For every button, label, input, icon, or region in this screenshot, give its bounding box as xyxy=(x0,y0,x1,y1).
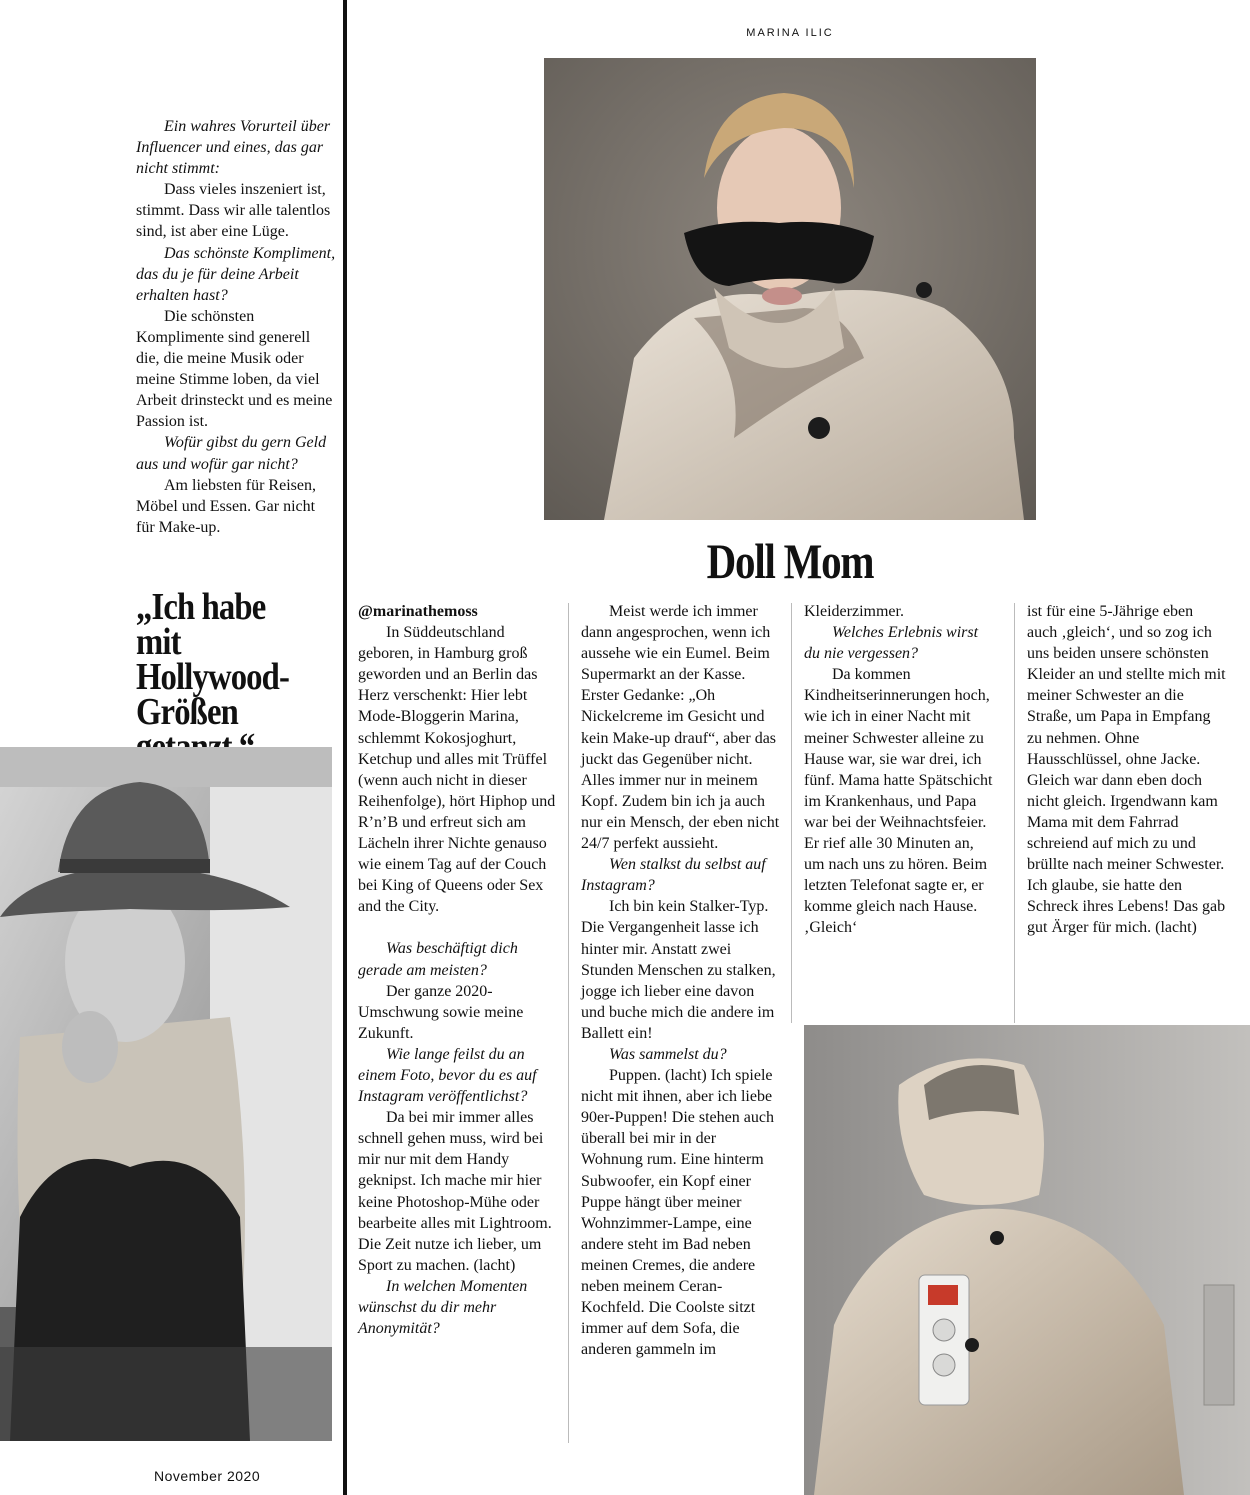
col2-a3: Meist werde ich immer dann angesprochen, wenn ich aussehe wie ein Eumel. Beim Supermarkt an der Kasse. Erster Gedanke: „Oh Nickelcreme im Gesicht und kein Make-up drauf“, aber das juckt das Gegenüber nicht. Alles immer nur in meinem Kopf. Zudem bin ich ja auch nur ein Mensch, der eben nicht 24/7 perfekt aussieht. xyxy=(581,603,780,853)
column-4 xyxy=(1027,601,1227,939)
left-q3: Wofür gibst du gern Geld aus und wofür gar nicht? xyxy=(136,434,327,473)
col1-a2: Da bei mir immer alles schnell gehen muss, wird bei mir nur mit dem Handy geknipst. Ich mache mir hier keine Photoshop-Mühe oder bearbeite alles mit Lightroom. Die Zeit nutze ich lieber, um Sport zu machen. (lacht) xyxy=(358,1109,552,1274)
left-a2: Die schönsten Komplimente sind generell die, die meine Musik oder meine Stimme loben, da viel Arbeit drinsteckt und es meine Passion ist. xyxy=(136,307,333,431)
col3-continuation: Kleiderzimmer. xyxy=(804,603,904,620)
pull-quote: „Ich habe mit Hollywood-Größen xyxy=(136,586,289,733)
col1-a1: Der ganze 2020-Umschwung sowie meine Zukunft. xyxy=(358,982,524,1042)
photo-hat-portrait-image xyxy=(0,747,332,1441)
photo-hat-portrait xyxy=(0,747,332,1441)
headline-text: Doll Mom xyxy=(706,533,874,589)
col2-q5: Was sammelst du? xyxy=(609,1045,727,1063)
column-divider-2 xyxy=(791,603,792,1023)
photo-sunglasses-coat-image xyxy=(544,58,1036,520)
photo-turtleneck-power-strip xyxy=(804,1025,1250,1495)
col1-q3: In welchen Momenten wünschst du dir mehr Anonymität? xyxy=(358,1277,528,1338)
left-q2: Das schönste Kompliment, das du je für deine Arbeit erhalten hast? xyxy=(136,244,336,304)
column-3 xyxy=(804,601,994,939)
page-header-author: MARINA ILIC xyxy=(746,27,834,39)
column-divider-3 xyxy=(1014,603,1015,1023)
col2-a5: Puppen. (lacht) Ich spiele nicht mit ihnen, aber ich liebe 90er-Puppen! Die stehen auch überall bei mir in der Wohnung rum. Eine hinterm Subwoofer, ein Kopf einer Puppe hängt über meiner Wohnzimmer-Lampe, eine andere steht im Bad neben meinen Cremes, die andere neben meinem Ceran-Kochfeld. Die Coolste sitzt immer auf dem Sofa, die anderen gammeln im xyxy=(581,1067,774,1359)
photo-turtleneck-power-strip-image xyxy=(804,1025,1250,1495)
page-footer-date: November 2020 xyxy=(154,1468,261,1484)
vertical-rule xyxy=(343,0,347,1495)
col1-q1: Was beschäftigt dich gerade am meisten? xyxy=(358,940,518,979)
col3-a6: Da kommen Kindheitserinnerungen hoch, wie ich in einer Nacht mit meiner Schwester alleine zu Hause war, sie war drei, ich fünf. Mama hatte Spätschicht im Krankenhaus, und Papa war bei der Weihnachtsfeier. Er rief alle 30 Minuten an, um nach uns zu hören. Beim letzten Telefonat sagte er, er komme gleich nach Hause. ‚Gleich‘ xyxy=(804,666,993,937)
col2-q4: Wen stalkst du selbst auf Instagram? xyxy=(581,856,766,895)
col3-q6: Welches Erlebnis wirst du nie vergessen? xyxy=(804,624,979,663)
col1-intro: In Süddeutschland geboren, in Hamburg groß geworden und an Berlin das Herz verschenkt: Hier lebt Mode-Bloggerin Marina, schlemmt Kokosjoghurt, Ketchup und alles mit Trüffel (wenn auch nicht in dieser Reihenfolge), hört Hiphop und R’n’B und erfreut sich am Lächeln ihrer Nichte genauso wie einem Tag auf der Couch bei King of Queens oder Sex and the City. xyxy=(358,624,556,916)
column-divider-1 xyxy=(568,603,569,1443)
column-1 xyxy=(358,601,558,1339)
left-a3: Am liebsten für Reisen, Möbel und Essen. Gar nicht für Make-up. xyxy=(136,476,316,536)
photo-sunglasses-coat xyxy=(544,58,1036,520)
column-2 xyxy=(581,601,781,1360)
left-a1: Dass vieles inszeniert ist, stimmt. Dass wir alle talentlos sind, ist aber eine Lüge. xyxy=(136,181,331,241)
col2-a4: Ich bin kein Stalker-Typ. Die Vergangenheit lasse ich hinter mir. Anstatt zwei Stunden Menschen zu stalken, jogge ich lieber eine davon und buche mich die andere im Ballett ein! xyxy=(581,898,776,1042)
left-column xyxy=(136,116,336,538)
col4-continuation: ist für eine 5-Jährige eben auch ‚gleich‘, und so zog ich uns beiden unsere schönsten Kleider an und stellte mich mit meiner Schwester an die Straße, um Papa in Empfang zu nehmen. Ohne Hausschlüssel, ohne Jacke. Gleich war dann eben doch nicht gleich. Irgendwann kam Mama mit dem Fahrrad schreiend auf mich zu und brüllte nach meiner Schwester. Ich glaube, sie hatte den Schreck ihres Lebens! Das gab gut Ärger für mich. (lacht) xyxy=(1027,603,1226,937)
instagram-handle: @marinathemoss xyxy=(358,603,478,620)
col1-q2: Wie lange feilst du an einem Foto, bevor du es auf Instagram veröffentlichst? xyxy=(358,1045,537,1106)
left-q1: Ein wahres Vorurteil über Influencer und eines, das gar nicht stimmt: xyxy=(136,118,331,178)
